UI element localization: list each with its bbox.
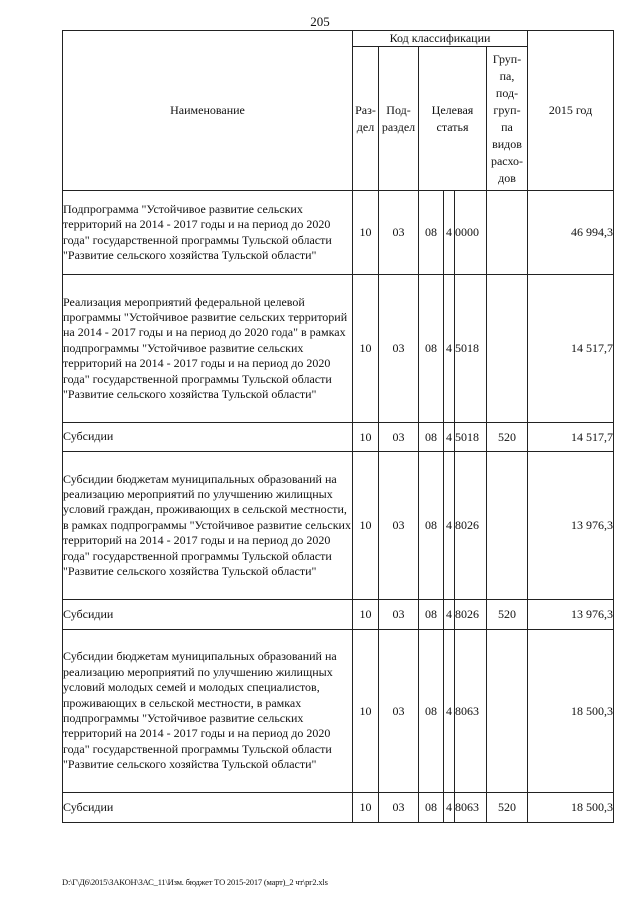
row-name: Субсидии бюджетам муниципальных образований на реализацию мероприятий по улучшению жилищных условий молодых семей и молодых специалистов, проживающих в сельской местности, в рамках подпрограммы "Устойчивое развитие сельских территорий на 2014 - 2017 годы и на период до 2020 года" государственной программы Тульской области "Развитие сельского хозяйства Тульской области" xyxy=(63,630,353,793)
row-section: 10 xyxy=(353,423,379,452)
row-amount: 14 517,7 xyxy=(528,275,614,423)
row-target-direction: 5018 xyxy=(455,275,487,423)
row-expense-group: 520 xyxy=(487,600,528,630)
table-row xyxy=(63,275,614,423)
row-target-direction: 5018 xyxy=(455,423,487,452)
table-row xyxy=(63,630,614,793)
row-name: Реализация мероприятий федеральной целевой программы "Устойчивое развитие сельских территорий на 2014 - 2017 годы и на период до 2020 года" в рамках подпрограммы "Устойчивое развитие сельских территорий на 2014 - 2017 годы и на период до 2020 года" государственной программы Тульской области "Развитие сельского хозяйства Тульской области" xyxy=(63,275,353,423)
row-subsection: 03 xyxy=(379,423,419,452)
row-target-direction: 8026 xyxy=(455,600,487,630)
row-target-subprogram: 4 xyxy=(444,191,455,275)
row-name: Субсидии xyxy=(63,423,353,452)
row-target-program: 08 xyxy=(419,630,444,793)
row-name: Субсидии xyxy=(63,793,353,823)
row-subsection: 03 xyxy=(379,452,419,600)
table-row xyxy=(63,452,614,600)
header-expense-group: Груп- па, под- груп- па видов расхо- дов xyxy=(487,47,528,191)
row-target-subprogram: 4 xyxy=(444,275,455,423)
row-target-program: 08 xyxy=(419,275,444,423)
file-path-footer: D:\Г\Д6\2015\ЗАКОН\ЗАС_11\Изм. бюджет ТО 2015-2017 (март)_2 чт\рг2.xls xyxy=(62,877,328,887)
row-target-program: 08 xyxy=(419,452,444,600)
header-section: Раз- дел xyxy=(353,47,379,191)
row-amount: 13 976,3 xyxy=(528,600,614,630)
table-row xyxy=(63,191,614,275)
row-target-subprogram: 4 xyxy=(444,793,455,823)
row-target-subprogram: 4 xyxy=(444,630,455,793)
row-section: 10 xyxy=(353,191,379,275)
budget-table xyxy=(62,30,614,823)
row-expense-group xyxy=(487,191,528,275)
row-section: 10 xyxy=(353,452,379,600)
row-expense-group xyxy=(487,275,528,423)
header-name: Наименование xyxy=(63,31,353,191)
row-subsection: 03 xyxy=(379,191,419,275)
row-target-program: 08 xyxy=(419,793,444,823)
row-expense-group: 520 xyxy=(487,423,528,452)
row-amount: 18 500,3 xyxy=(528,630,614,793)
row-target-subprogram: 4 xyxy=(444,452,455,600)
table-row xyxy=(63,423,614,452)
table-row xyxy=(63,793,614,823)
row-expense-group xyxy=(487,630,528,793)
row-section: 10 xyxy=(353,275,379,423)
row-amount: 18 500,3 xyxy=(528,793,614,823)
row-amount: 46 994,3 xyxy=(528,191,614,275)
row-expense-group xyxy=(487,452,528,600)
table-row xyxy=(63,600,614,630)
row-target-program: 08 xyxy=(419,423,444,452)
row-target-subprogram: 4 xyxy=(444,600,455,630)
row-target-direction: 8063 xyxy=(455,630,487,793)
row-target-direction: 8026 xyxy=(455,452,487,600)
row-subsection: 03 xyxy=(379,630,419,793)
row-section: 10 xyxy=(353,630,379,793)
row-name: Субсидии бюджетам муниципальных образований на реализацию мероприятий по улучшению жилищных условий граждан, проживающих в сельской местности, в рамках подпрограммы "Устойчивое развитие сельских территорий на 2014 - 2017 годы и на период до 2020 года" государственной программы Тульской области "Развитие сельского хозяйства Тульской области" xyxy=(63,452,353,600)
header-subsection: Под- раздел xyxy=(379,47,419,191)
row-target-direction: 0000 xyxy=(455,191,487,275)
row-target-subprogram: 4 xyxy=(444,423,455,452)
row-subsection: 03 xyxy=(379,275,419,423)
row-section: 10 xyxy=(353,600,379,630)
row-target-program: 08 xyxy=(419,191,444,275)
row-expense-group: 520 xyxy=(487,793,528,823)
header-target-article: Целевая статья xyxy=(419,47,487,191)
row-name: Подпрограмма "Устойчивое развитие сельских территорий на 2014 - 2017 годы и на период до 2020 года" государственной программы Тульской области "Развитие сельского хозяйства Тульской области" xyxy=(63,191,353,275)
row-target-program: 08 xyxy=(419,600,444,630)
row-name: Субсидии xyxy=(63,600,353,630)
row-subsection: 03 xyxy=(379,600,419,630)
page-number: 205 xyxy=(310,14,330,29)
row-amount: 14 517,7 xyxy=(528,423,614,452)
row-subsection: 03 xyxy=(379,793,419,823)
header-year: 2015 год xyxy=(528,31,614,191)
row-amount: 13 976,3 xyxy=(528,452,614,600)
row-target-direction: 8063 xyxy=(455,793,487,823)
header-code-classification: Код классификации xyxy=(353,31,528,47)
row-section: 10 xyxy=(353,793,379,823)
